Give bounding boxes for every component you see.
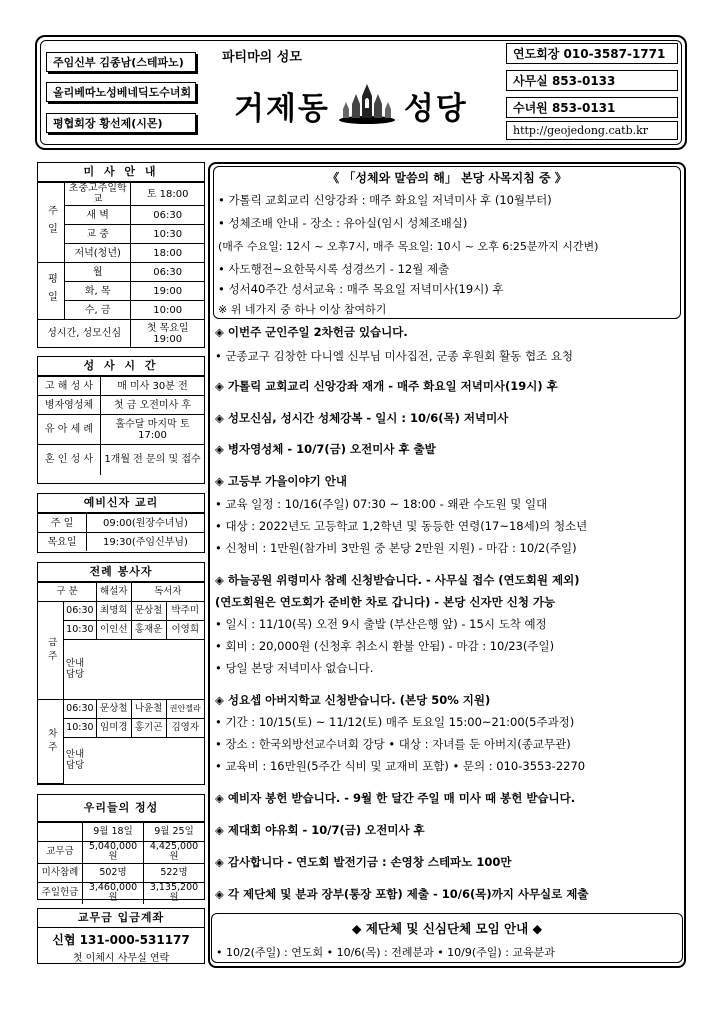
server-cell: 06:30: [63, 700, 96, 719]
mass-cell: 새 벽: [65, 206, 131, 225]
table-row: [38, 320, 204, 348]
guidelines-title: 《 「성체와 말씀의 해」 본당 사목지침 중 》: [327, 171, 567, 185]
mass-cell: 초중고주일학교: [65, 183, 131, 206]
sacrament-cell: 유 아 세 례: [38, 415, 101, 445]
guideline-line: (매주 수요일: 12시 ~ 오후7시, 매주 목요일: 10시 ~ 오후 6:25분까지 시간변): [218, 240, 599, 253]
server-cell: 이영희: [166, 621, 204, 640]
guideline-line: • 성체조배 안내 - 장소 : 유아실(임시 성체조배실): [218, 216, 468, 230]
table-row: [38, 583, 204, 602]
guide-empty: [96, 640, 204, 700]
mass-cell: 10:30: [131, 225, 204, 244]
mass-cell: 토 18:00: [131, 183, 204, 206]
sisters-box: 올리베따노성베네딕도수녀회: [46, 82, 196, 102]
server-cell: 김영자: [166, 719, 204, 738]
group-meetings-box: [211, 913, 683, 963]
guideline-line: • 가톨릭 교회교리 신앙강좌 : 매주 화요일 저녁미사 후 (10월부터): [218, 193, 552, 207]
sacrament-cell: 1개월 전 문의 및 접수: [101, 445, 205, 475]
server-cell: 문상철: [96, 700, 131, 719]
server-cell: 10:30: [63, 621, 96, 640]
notice-detail: • 회비 : 20,000원 (신청후 취소시 환불 안됨) - 마감 : 10/23(주일): [215, 639, 555, 653]
notice-heading: (연도회원은 연도회가 준비한 차로 갑니다) - 본당 신자만 신청 가능: [215, 595, 556, 609]
notice-detail: • 군종교구 김창한 다니엘 신부님 미사집전, 군종 후원회 활동 협조 요청: [215, 349, 574, 363]
sacrament-cell: 홀수달 마지막 토 17:00: [101, 415, 205, 445]
offerings: [37, 794, 205, 904]
contact-convent: 수녀원 853-0131: [506, 97, 678, 118]
notice-detail: • 당일 본당 저녁미사 없습니다.: [215, 661, 374, 675]
notice-heading: ◈ 이번주 군인주일 2차헌금 있습니다.: [215, 325, 408, 339]
notice-heading: ◈ 하늘공원 위령미사 참례 신청받습니다. - 사무실 접수 (연도회원 제외): [215, 573, 580, 587]
sacrament-cell: 매 미사 30분 전: [101, 377, 205, 396]
table-row: [38, 396, 204, 415]
server-cell: 권안젤라: [166, 700, 204, 719]
table-row: [38, 700, 204, 719]
server-cell: 홍재운: [131, 621, 166, 640]
offering-cell: 502명: [83, 863, 144, 882]
guide-cell: 안내 담당: [63, 640, 96, 700]
table-row: [38, 445, 204, 475]
sacrament-cell: 첫 금 오전미사 후: [101, 396, 205, 415]
notice-heading: ◈ 제대회 야유회 - 10/7(금) 오전미사 후: [215, 823, 425, 837]
offering-cell: 주일헌금: [38, 882, 83, 903]
notice-detail: • 기간 : 10/15(토) ~ 11/12(토) 매주 토요일 15:00~21:00(5주과정): [215, 715, 575, 729]
title-left: 거제동: [234, 90, 330, 127]
bank-account: [37, 908, 205, 964]
mass-cell: 월: [65, 263, 131, 282]
server-cell: 박주미: [166, 602, 204, 621]
server-cell: 최명희: [96, 602, 131, 621]
notice-heading: ◈ 성요셉 아버지학교 신청받습니다. (본당 50% 지원): [215, 693, 491, 707]
guide-cell: 안내 담당: [63, 738, 96, 784]
servers-header-cell: 구 분: [38, 583, 96, 602]
guideline-note: ※ 위 네가지 중 하나 이상 참여하기: [218, 303, 387, 316]
guide-empty: [96, 738, 204, 784]
notice-heading: ◈ 예비자 봉헌 받습니다. - 9월 한 달간 주일 매 미사 때 봉헌 받습니다.: [215, 791, 576, 805]
contact-office: 사무실 853-0133: [506, 70, 678, 91]
title-right: 성당: [403, 90, 468, 127]
mass-cell: 06:30: [131, 263, 204, 282]
notice-detail: • 교육 일정 : 10/16(주일) 07:30 ~ 18:00 - 왜관 수도원 및 일대: [215, 497, 548, 511]
server-cell: 문상철: [131, 602, 166, 621]
table-row: [38, 882, 204, 903]
pastor-box: 주임신부 김종남(스테파노): [46, 52, 196, 72]
server-cell: 홍기곤: [131, 719, 166, 738]
mass-cell: 교 중: [65, 225, 131, 244]
mass-table: [38, 182, 204, 348]
server-cell: 10:30: [63, 719, 96, 738]
sacrament-title: 성 사 시 간: [38, 357, 204, 376]
table-row: [38, 719, 204, 738]
catechumen-class: [37, 493, 205, 553]
catechumen-cell: 목요일: [38, 533, 87, 552]
table-row: [38, 863, 204, 882]
account-title: 교무금 입금계좌: [38, 909, 204, 928]
sunday-label: 주일: [38, 183, 65, 263]
catechumen-table: [38, 513, 204, 551]
table-row: [38, 183, 204, 206]
account-note: 첫 이체시 사무실 연락: [72, 953, 170, 964]
server-cell: 임미경: [96, 719, 131, 738]
server-cell: 06:30: [63, 602, 96, 621]
catechumen-cell: 주 일: [38, 514, 87, 533]
table-row: [38, 263, 204, 282]
page-title: [234, 82, 468, 128]
liturgy-servers: [37, 562, 205, 785]
mass-cell: 19:00: [131, 282, 204, 301]
mass-title: 미 사 안 내: [38, 163, 204, 182]
notice-heading: ◈ 감사합니다 - 연도회 발전기금 : 손영창 스테파노 100만: [215, 855, 512, 869]
this-week-label: 금주: [38, 602, 63, 700]
notice-detail: • 장소 : 한국외방선교수녀회 강당 • 대상 : 자녀를 둔 아버지(종교무관): [215, 737, 571, 751]
mass-cell: 06:30: [131, 206, 204, 225]
offering-cell: 3,460,000원: [83, 882, 144, 903]
offerings-corner: [38, 823, 83, 842]
mass-cell: 수, 금: [65, 301, 131, 320]
catechumen-title: 예비신자 교리: [38, 494, 204, 513]
servers-title: 전례 봉사자: [38, 563, 204, 582]
mass-cell: 첫 목요일 19:00: [131, 320, 204, 348]
offerings-title: 우리들의 정성: [38, 795, 204, 822]
contact-yeondo: 연도회장 010-3587-1771: [506, 43, 678, 64]
notice-detail: • 교육비 : 16만원(5주간 식비 및 교재비 포함) • 문의 : 010-3553-2270: [215, 759, 586, 773]
table-row: [38, 415, 204, 445]
table-row: [38, 823, 204, 842]
subtitle: 파티마의 성모: [222, 50, 302, 65]
sacrament-cell: 병자영성체: [38, 396, 101, 415]
offerings-header-cell: 9월 25일: [144, 823, 205, 842]
notice-heading: ◈ 고등부 가을이야기 안내: [215, 474, 347, 488]
notice-detail: • 일시 : 11/10(목) 오전 9시 출발 (부산은행 앞) - 15시 도착 예정: [215, 617, 547, 631]
sacrament-table: [38, 376, 204, 475]
offering-cell: 4,425,000원: [144, 842, 205, 864]
website-link[interactable]: http://geojedong.catb.kr: [506, 121, 678, 140]
mass-cell: 18:00: [131, 244, 204, 263]
table-row: [38, 640, 204, 700]
table-row: [38, 514, 204, 533]
offering-cell: 미사참례: [38, 863, 83, 882]
notice-heading: ◈ 병자영성체 - 10/7(금) 오전미사 후 출발: [215, 442, 436, 456]
offering-cell: 교무금: [38, 842, 83, 864]
notice-heading: ◈ 성모신심, 성시간 성체강복 - 일시 : 10/6(목) 저녁미사: [215, 411, 509, 425]
servers-table: [38, 582, 204, 784]
notice-detail: • 신청비 : 1만원(참가비 3만원 중 본당 2만원 지원) - 마감 : 10/2(주일): [215, 541, 577, 555]
pastoral-guidelines-box: [213, 166, 681, 319]
council-box: 평협회장 황선제(시몬): [46, 113, 196, 133]
offering-cell: 5,040,000원: [83, 842, 144, 864]
sacrament-times: [37, 356, 205, 484]
offerings-header-cell: 9월 18일: [83, 823, 144, 842]
sacrament-cell: 혼 인 성 사: [38, 445, 101, 475]
table-row: [38, 842, 204, 864]
table-row: [38, 602, 204, 621]
table-row: [38, 377, 204, 396]
mass-cell: 성시간, 성모신심: [38, 320, 131, 348]
mass-cell: 화, 목: [65, 282, 131, 301]
offering-cell: 3,135,200원: [144, 882, 205, 903]
server-cell: 나윤철: [131, 700, 166, 719]
mass-cell: 저녁(청년): [65, 244, 131, 263]
sacrament-cell: 고 해 성 사: [38, 377, 101, 396]
notice-heading: ◈ 가톨릭 교회교리 신앙강좌 재개 - 매주 화요일 저녁미사(19시) 후: [215, 379, 558, 393]
account-number: 신협 131-000-531177: [52, 933, 190, 947]
catechumen-cell: 19:30(주임신부님): [87, 533, 205, 552]
table-row: [38, 738, 204, 784]
table-row: [38, 621, 204, 640]
groups-title: ◆ 제단체 및 신심단체 모임 안내 ◆: [351, 921, 543, 936]
servers-header-cell: 해설자: [96, 583, 131, 602]
offering-cell: 522명: [144, 863, 205, 882]
mass-cell: 10:00: [131, 301, 204, 320]
guideline-line: • 사도행전~요한묵시록 성경쓰기 - 12월 제출: [218, 262, 450, 276]
servers-header-cell: 독서자: [131, 583, 204, 602]
church-logo-icon: [336, 82, 398, 128]
offerings-table: [38, 822, 204, 904]
weekday-label: 평일: [38, 263, 65, 320]
table-row: [38, 533, 204, 552]
guideline-line: • 성서40주간 성서교육 : 매주 목요일 저녁미사(19시) 후: [218, 282, 504, 296]
catechumen-cell: 09:00(원장수녀님): [87, 514, 205, 533]
server-cell: 이인선: [96, 621, 131, 640]
notice-heading: ◈ 각 제단체 및 분과 장부(통장 포함) 제출 - 10/6(목)까지 사무실로 제출: [215, 887, 589, 901]
mass-schedule: [37, 162, 205, 348]
next-week-label: 차주: [38, 700, 63, 784]
groups-line: • 10/2(주일) : 연도회 • 10/6(목) : 전례분과 • 10/9(주일) : 교육분과: [216, 946, 555, 959]
notice-detail: • 대상 : 2022년도 고등학교 1,2학년 및 동등한 연령(17~18세)의 청소년: [215, 519, 588, 533]
